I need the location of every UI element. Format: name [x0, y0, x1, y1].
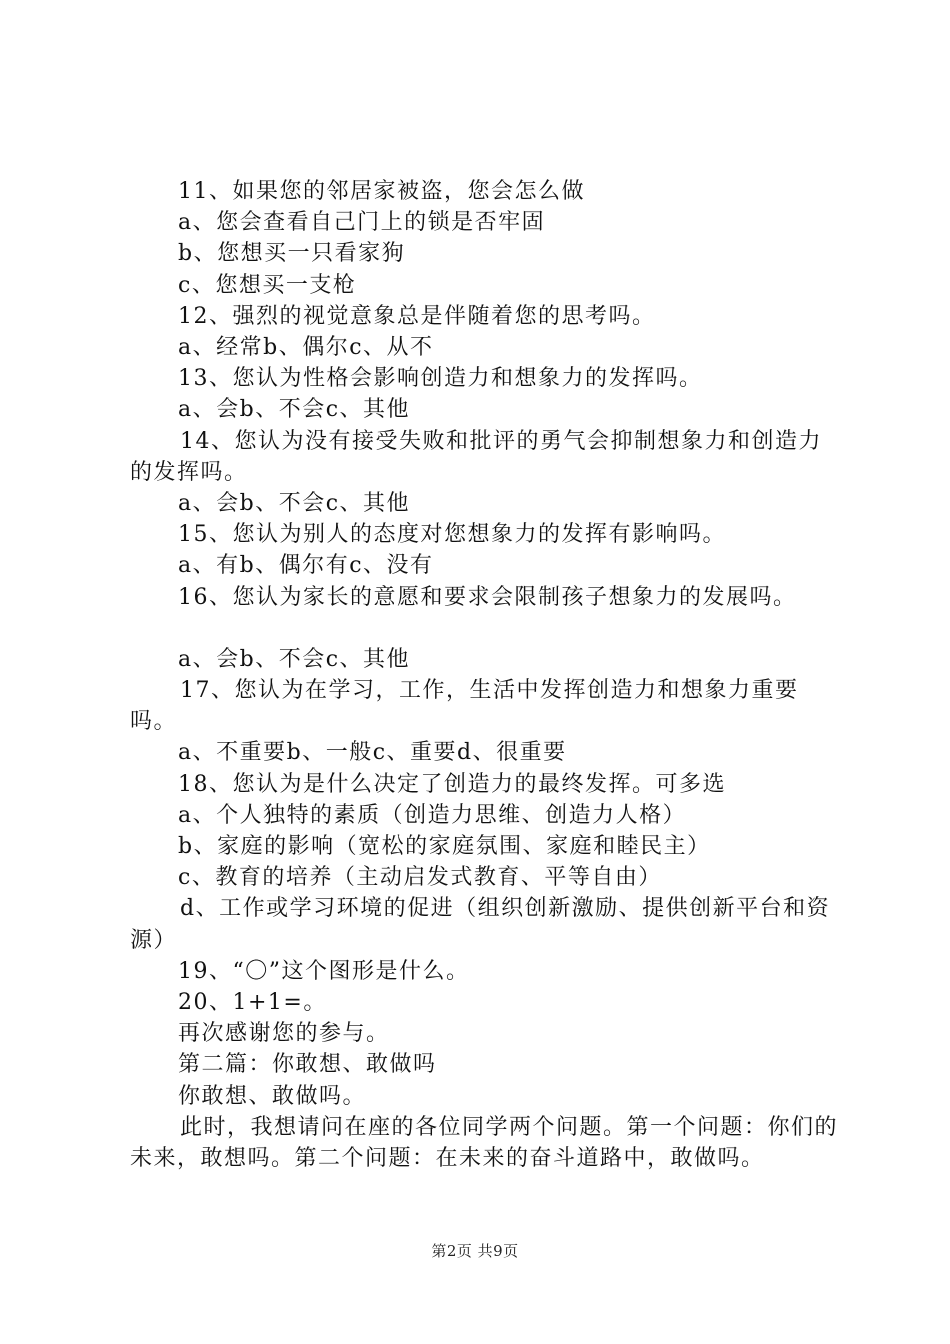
essay-paragraph: 此时，我想请问在座的各位同学两个问题。第一个问题：你们的未来，敢想吗。第二个问题：在未来的奋斗道路中，敢做吗。: [130, 1114, 839, 1172]
section-title: 第二篇：你敢想、敢做吗: [178, 1052, 437, 1078]
options-15: a、有b、偶尔有c、没有: [178, 553, 434, 579]
blank-line: [130, 613, 842, 644]
options-16: a、会b、不会c、其他: [178, 646, 411, 672]
question-13: 13、您认为性格会影响创造力和想象力的发挥吗。: [178, 366, 703, 392]
option-18a: a、个人独特的素质（创造力思维、创造力人格）: [178, 802, 687, 828]
question-14: 14、您认为没有接受失败和批评的勇气会抑制想象力和创造力的发挥吗。: [130, 428, 822, 485]
essay-title: 你敢想、敢做吗。: [178, 1083, 367, 1109]
option-11c: c、您想买一支枪: [178, 272, 357, 298]
question-20: 20、1+1=。: [178, 990, 327, 1016]
thanks-line: 再次感谢您的参与。: [178, 1021, 390, 1047]
option-18d: d、工作或学习环境的促进（组织创新激励、提供创新平台和资源）: [130, 896, 831, 953]
question-18: 18、您认为是什么决定了创造力的最终发挥。可多选: [178, 771, 726, 797]
options-14: a、会b、不会c、其他: [178, 491, 411, 517]
option-11a: a、您会查看自己门上的锁是否牢固: [178, 210, 546, 236]
page-footer: 第2页 共9页: [431, 1242, 519, 1260]
document-body: [130, 176, 842, 1174]
question-11: 11、如果您的邻居家被盗，您会怎么做: [178, 179, 585, 204]
options-13: a、会b、不会c、其他: [178, 397, 411, 423]
question-19: 19、“〇”这个图形是什么。: [178, 958, 470, 984]
question-12: 12、强烈的视觉意象总是伴随着您的思考吗。: [178, 303, 656, 329]
question-15: 15、您认为别人的态度对您想象力的发挥有影响吗。: [178, 522, 726, 548]
option-18b: b、家庭的影响（宽松的家庭氛围、家庭和睦民主）: [178, 834, 711, 860]
question-16: 16、您认为家长的意愿和要求会限制孩子想象力的发展吗。: [178, 584, 797, 610]
options-17: a、不重要b、一般c、重要d、很重要: [178, 740, 567, 766]
options-12: a、经常b、偶尔c、从不: [178, 335, 434, 361]
option-18c: c、教育的培养（主动启发式教育、平等自由）: [178, 865, 662, 891]
question-17: 17、您认为在学习，工作，生活中发挥创造力和想象力重要吗。: [130, 678, 799, 735]
option-11b: b、您想买一只看家狗: [178, 241, 406, 267]
